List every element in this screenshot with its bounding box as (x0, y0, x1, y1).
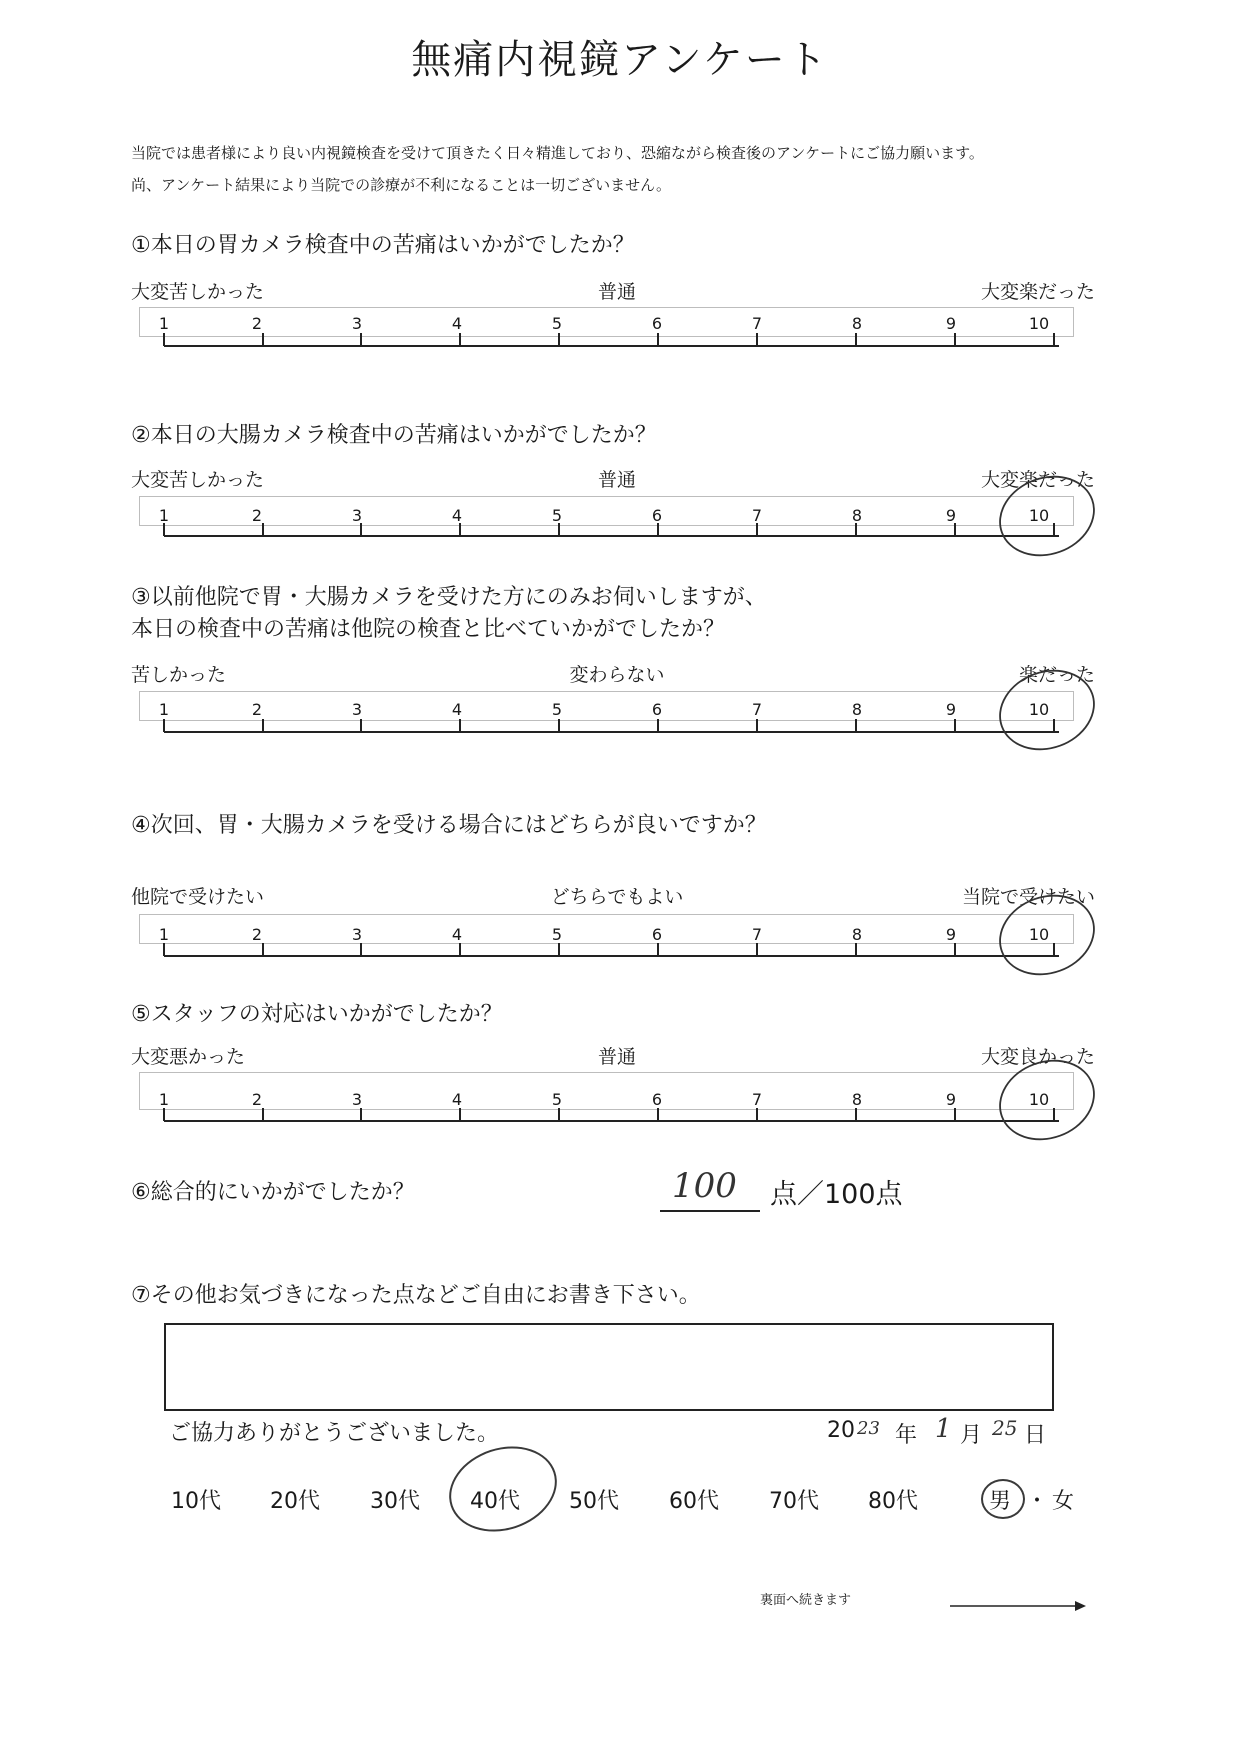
scale-number-5[interactable]: 5 (551, 700, 563, 719)
scale-number-4[interactable]: 4 (451, 925, 463, 944)
scale-tick-10 (1053, 1108, 1055, 1121)
scale-axis (164, 1120, 1059, 1122)
scale-number-9[interactable]: 9 (945, 700, 957, 719)
scale-tick-5 (558, 943, 560, 956)
rating-scale-box (139, 691, 1074, 721)
scale-number-8[interactable]: 8 (851, 1090, 863, 1109)
scale-number-8[interactable]: 8 (851, 700, 863, 719)
rating-scale-box (139, 914, 1074, 944)
scale-tick-4 (459, 523, 461, 536)
scale-tick-5 (558, 1108, 560, 1121)
scale-label-middle: 変わらない (569, 664, 665, 686)
scale-tick-9 (954, 523, 956, 536)
scale-label-middle: 普通 (597, 1046, 637, 1068)
scale-tick-3 (360, 719, 362, 732)
scale-number-10[interactable]: 10 (1028, 700, 1050, 719)
age-option-80s[interactable]: 80代 (868, 1489, 918, 1514)
year-prefix: 20 (827, 1418, 855, 1443)
scale-tick-4 (459, 943, 461, 956)
scale-tick-5 (558, 333, 560, 346)
scale-number-4[interactable]: 4 (451, 1090, 463, 1109)
scale-number-1[interactable]: 1 (158, 314, 170, 333)
scale-number-2[interactable]: 2 (251, 506, 263, 525)
scale-label-right: 当院で受けたい (961, 886, 1095, 908)
scale-axis (164, 535, 1059, 537)
rating-scale-box (139, 1072, 1074, 1110)
scale-tick-5 (558, 523, 560, 536)
scale-number-9[interactable]: 9 (945, 506, 957, 525)
day-unit: 日 (1024, 1423, 1047, 1448)
scale-tick-8 (855, 719, 857, 732)
scale-number-8[interactable]: 8 (851, 506, 863, 525)
scale-tick-9 (954, 1108, 956, 1121)
scale-number-7[interactable]: 7 (751, 314, 763, 333)
age-selection-circle (438, 1433, 568, 1545)
age-option-60s[interactable]: 60代 (669, 1489, 719, 1514)
scale-label-middle: 普通 (597, 281, 637, 303)
score-suffix: 点／100点 (770, 1179, 903, 1210)
scale-tick-6 (657, 719, 659, 732)
sex-option-female[interactable]: 女 (1052, 1489, 1075, 1514)
scale-tick-7 (756, 333, 758, 346)
scale-axis (164, 345, 1059, 347)
question-text-2: 本日の検査中の苦痛は他院の検査と比べていかがでしたか？ (131, 617, 726, 642)
scale-label-middle: どちらでもよい (550, 886, 684, 908)
question-text: ⑤スタッフの対応はいかがでしたか？ (131, 1002, 503, 1027)
scale-tick-10 (1053, 719, 1055, 732)
scale-tick-3 (360, 523, 362, 536)
scale-number-1[interactable]: 1 (158, 700, 170, 719)
scale-tick-7 (756, 943, 758, 956)
scale-number-7[interactable]: 7 (751, 506, 763, 525)
scale-axis (164, 955, 1059, 957)
sex-option-male[interactable]: 男 (989, 1489, 1012, 1514)
scale-number-9[interactable]: 9 (945, 314, 957, 333)
scale-tick-1 (163, 523, 165, 536)
scale-number-5[interactable]: 5 (551, 314, 563, 333)
scale-number-9[interactable]: 9 (945, 925, 957, 944)
scale-tick-9 (954, 943, 956, 956)
scale-label-middle: 普通 (597, 469, 637, 491)
scale-tick-1 (163, 943, 165, 956)
scale-number-2[interactable]: 2 (251, 925, 263, 944)
question-text: ①本日の胃カメラ検査中の苦痛はいかがでしたか？ (131, 233, 635, 258)
scale-number-3[interactable]: 3 (351, 506, 363, 525)
intro-line-1: 当院では患者様により良い内視鏡検査を受けて頂きたく日々精進しており、恐縮ながら検査後のアンケートにご協力願います。 (131, 144, 984, 162)
question-text: ②本日の大腸カメラ検査中の苦痛はいかがでしたか？ (131, 423, 657, 448)
scale-label-left: 大変苦しかった (131, 281, 265, 303)
scale-number-8[interactable]: 8 (851, 925, 863, 944)
scale-tick-8 (855, 943, 857, 956)
scale-number-4[interactable]: 4 (451, 314, 463, 333)
scale-number-1[interactable]: 1 (158, 506, 170, 525)
scale-number-6[interactable]: 6 (651, 700, 663, 719)
age-option-50s[interactable]: 50代 (569, 1489, 619, 1514)
scale-number-6[interactable]: 6 (651, 925, 663, 944)
scale-tick-4 (459, 719, 461, 732)
age-option-70s[interactable]: 70代 (769, 1489, 819, 1514)
scale-number-4[interactable]: 4 (451, 700, 463, 719)
scale-number-5[interactable]: 5 (551, 925, 563, 944)
scale-number-10[interactable]: 10 (1028, 314, 1050, 333)
scale-tick-7 (756, 523, 758, 536)
scale-tick-9 (954, 719, 956, 732)
scale-tick-2 (262, 1108, 264, 1121)
scale-tick-8 (855, 523, 857, 536)
scale-tick-8 (855, 333, 857, 346)
sex-separator: ・ (1026, 1489, 1049, 1514)
scale-number-4[interactable]: 4 (451, 506, 463, 525)
page-title: 無痛内視鏡アンケート (411, 37, 829, 83)
intro-line-2: 尚、アンケート結果により当院での診療が不利になることは一切ございません。 (131, 176, 672, 194)
scale-tick-10 (1053, 523, 1055, 536)
scale-tick-3 (360, 333, 362, 346)
scale-number-6[interactable]: 6 (651, 506, 663, 525)
score-handwritten[interactable]: 100 (672, 1166, 737, 1206)
scale-label-left: 他院で受けたい (131, 886, 265, 908)
scale-number-9[interactable]: 9 (945, 1090, 957, 1109)
scale-number-3[interactable]: 3 (351, 314, 363, 333)
scale-number-8[interactable]: 8 (851, 314, 863, 333)
month-handwritten[interactable]: 1 (935, 1414, 952, 1444)
scale-tick-6 (657, 333, 659, 346)
scale-label-right: 大変楽だった (980, 281, 1095, 303)
age-option-30s[interactable]: 30代 (370, 1489, 420, 1514)
question-text: ④次回、胃・大腸カメラを受ける場合にはどちらが良いですか？ (131, 813, 767, 838)
scale-tick-7 (756, 1108, 758, 1121)
scale-tick-1 (163, 719, 165, 732)
scale-number-2[interactable]: 2 (251, 1090, 263, 1109)
scale-tick-1 (163, 333, 165, 346)
scale-number-5[interactable]: 5 (551, 506, 563, 525)
scale-number-7[interactable]: 7 (751, 1090, 763, 1109)
age-option-10s[interactable]: 10代 (171, 1489, 221, 1514)
question-text: ⑥総合的にいかがでしたか？ (131, 1180, 415, 1205)
scale-number-10[interactable]: 10 (1028, 925, 1050, 944)
scale-tick-2 (262, 719, 264, 732)
comment-box[interactable] (164, 1323, 1054, 1411)
scale-tick-5 (558, 719, 560, 732)
scale-tick-6 (657, 523, 659, 536)
scale-axis (164, 731, 1059, 733)
score-underline (660, 1210, 760, 1212)
scale-tick-3 (360, 1108, 362, 1121)
scale-label-left: 大変苦しかった (131, 469, 265, 491)
question-text: ③以前他院で胃・大腸カメラを受けた方にのみお伺いしますが、 (131, 585, 767, 610)
scale-tick-10 (1053, 943, 1055, 956)
scale-tick-2 (262, 333, 264, 346)
scale-label-right: 大変良かった (980, 1046, 1095, 1068)
scale-number-3[interactable]: 3 (351, 925, 363, 944)
day-handwritten[interactable]: 25 (992, 1416, 1018, 1440)
scale-label-left: 苦しかった (131, 664, 227, 686)
scale-number-7[interactable]: 7 (751, 700, 763, 719)
year-unit: 年 (895, 1423, 918, 1448)
month-unit: 月 (960, 1423, 983, 1448)
scale-label-left: 大変悪かった (131, 1046, 246, 1068)
scale-tick-10 (1053, 333, 1055, 346)
age-option-20s[interactable]: 20代 (270, 1489, 320, 1514)
scale-tick-3 (360, 943, 362, 956)
scale-label-right: 大変楽だった (980, 469, 1095, 491)
scale-number-10[interactable]: 10 (1028, 506, 1050, 525)
scale-number-10[interactable]: 10 (1028, 1090, 1050, 1109)
scale-tick-9 (954, 333, 956, 346)
rating-scale-box (139, 307, 1074, 337)
scale-tick-1 (163, 1108, 165, 1121)
scale-number-2[interactable]: 2 (251, 314, 263, 333)
scale-tick-6 (657, 1108, 659, 1121)
scale-tick-7 (756, 719, 758, 732)
scale-tick-2 (262, 523, 264, 536)
scale-number-3[interactable]: 3 (351, 1090, 363, 1109)
sex-selection-circle (981, 1479, 1025, 1519)
scale-number-5[interactable]: 5 (551, 1090, 563, 1109)
scale-number-7[interactable]: 7 (751, 925, 763, 944)
scale-label-right: 楽だった (1018, 664, 1095, 686)
closing-message: ご協力ありがとうございました。 (169, 1421, 500, 1446)
question-text: ⑦その他お気づきになった点などご自由にお書き下さい。 (131, 1283, 701, 1308)
footer-note: 裏面へ続きます (760, 1593, 852, 1608)
scale-number-6[interactable]: 6 (651, 314, 663, 333)
scale-number-2[interactable]: 2 (251, 700, 263, 719)
scale-tick-8 (855, 1108, 857, 1121)
scale-number-1[interactable]: 1 (158, 1090, 170, 1109)
scale-tick-2 (262, 943, 264, 956)
scale-number-1[interactable]: 1 (158, 925, 170, 944)
scale-tick-4 (459, 1108, 461, 1121)
scale-number-6[interactable]: 6 (651, 1090, 663, 1109)
scale-tick-4 (459, 333, 461, 346)
year-handwritten[interactable]: 23 (857, 1418, 880, 1439)
rating-scale-box (139, 496, 1074, 526)
age-option-40s[interactable]: 40代 (470, 1489, 520, 1514)
scale-tick-6 (657, 943, 659, 956)
scale-number-3[interactable]: 3 (351, 700, 363, 719)
